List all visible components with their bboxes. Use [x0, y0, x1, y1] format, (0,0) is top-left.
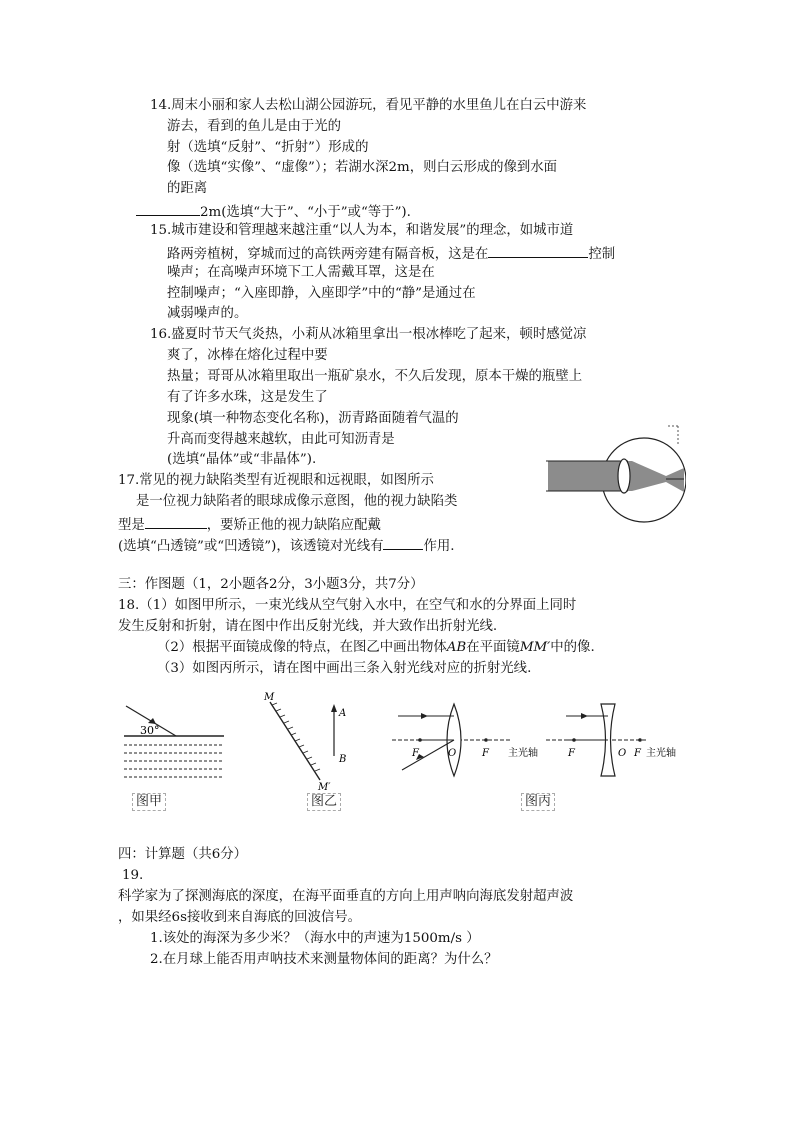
q16-line4: 有了许多水珠，这是发生了 [167, 390, 328, 405]
figure-bing-caption: 图丙 [521, 793, 555, 811]
focus-point [418, 738, 422, 742]
mirror-hatching [272, 703, 320, 771]
q14-line1: 14.周末小丽和家人去松山湖公园游玩，看见平静的水里鱼儿在白云中游来 [150, 98, 587, 113]
figure-bing-svg [388, 700, 688, 780]
q17-line4 [118, 535, 455, 556]
q19-line2: ，如果经6s接收到来自海底的回波信号。 [118, 910, 362, 925]
q18-line1: 18.（1）如图甲所示，一束光线从空气射入水中，在空气和水的分界面上同时 [118, 598, 577, 613]
figure-bing [388, 700, 688, 780]
focus-point [484, 738, 488, 742]
mirror-mprime-label: M′ [318, 782, 331, 793]
q15-line2 [167, 243, 615, 264]
principal-axis-label: 主光轴 [646, 748, 676, 759]
q14-line6 [136, 201, 411, 222]
q17-line4-tail: 作用. [423, 539, 455, 554]
q17-line2: 是一位视力缺陷者的眼球成像示意图，他的视力缺陷类 [136, 494, 458, 509]
q16-line1: 16.盛夏时节天气炎热，小莉从冰箱里拿出一根冰棒吃了起来，顿时感觉凉 [150, 327, 587, 342]
mirror-m-label: M [264, 692, 275, 703]
eye-diagram-svg [546, 422, 686, 526]
q18-line2: 发生反射和折射，请在图中作出反射光线，并大致作出折射光线. [118, 619, 498, 634]
q16-line7: (选填“晶体”或“非晶体”). [167, 452, 317, 467]
section3-heading: 三：作图题（1，2小题各2分，3小题3分，共7分） [118, 577, 424, 592]
answer-blank[interactable] [145, 514, 207, 529]
q16-line6: 升高而变得越来越软，由此可知沥青是 [167, 432, 395, 447]
section4-heading: 四：计算题（共6分） [118, 847, 248, 862]
q14-line6-text: 2m(选填“大于”、“小于”或“等于”). [200, 205, 411, 220]
figure-jia [120, 696, 230, 786]
focus-f-label: F [412, 748, 419, 759]
object-ab-label: AB [446, 640, 467, 655]
figure-yi [262, 690, 362, 794]
q14-line4: 像（选填“实像”、“虚像”）；若湖水深2m，则白云形成的像到水面 [167, 160, 558, 175]
q14-line2: 游去，看到的鱼儿是由于光的 [167, 119, 342, 134]
point-a-label: A [339, 708, 347, 719]
answer-blank[interactable] [488, 243, 588, 258]
q18-part3: （3）如图丙所示，请在图中画出三条入射光线对应的折射光线. [157, 661, 532, 676]
figure-yi-svg [262, 690, 362, 794]
focus-f-label: F [634, 748, 641, 759]
optical-center-label: O [448, 748, 457, 759]
q17-line1: 17.常见的视力缺陷类型有近视眼和远视眼，如图所示 [118, 473, 434, 488]
q15-line5: 减弱噪声的。 [167, 306, 248, 321]
eye-diagram [546, 422, 686, 526]
figure-jia-svg [120, 696, 230, 786]
figure-jia-caption: 图甲 [132, 793, 166, 811]
answer-blank[interactable] [136, 201, 200, 216]
q19-line1: 科学家为了探测海底的深度，在海平面垂直的方向上用声呐向海底发射超声波 [118, 889, 574, 904]
q18-part2 [157, 639, 595, 657]
point-b-label: B [339, 754, 347, 765]
focus-f-label: F [482, 748, 489, 759]
q19-item2: 2.在月球上能否用声呐技术来测量物体间的距离？为什么？ [150, 952, 498, 967]
q15-line2-text: 路两旁植树，穿城而过的高铁两旁建有隔音板，这是在 [167, 247, 489, 262]
focus-point [638, 738, 642, 742]
q19-item1: 1.该处的海深为多少米？（海水中的声速为1500m/s ） [150, 931, 480, 946]
q17-line3-tail: ，要矫正他的视力缺陷应配戴 [206, 518, 381, 533]
object-arrow [331, 704, 337, 712]
q18-part2-tail: 中的像. [550, 640, 595, 655]
mirror-mm-label: MM′ [519, 640, 551, 655]
q17-line3 [118, 514, 381, 535]
incident-ray-3 [402, 740, 457, 770]
q15-line1: 15.城市建设和管理越来越注重“以人为本，和谐发展”的理念，如城市道 [150, 223, 574, 238]
q16-line2: 爽了，冰棒在熔化过程中要 [167, 348, 328, 363]
q19-number: 19. [122, 868, 144, 883]
light-beam [548, 461, 620, 491]
q18-part2-mid: 在平面镜 [466, 640, 520, 655]
q17-line3-text: 型是 [118, 518, 145, 533]
ray-arrow [421, 713, 428, 719]
eye-lens [618, 459, 630, 493]
focus-point [572, 738, 576, 742]
q14-line5: 的距离 [167, 181, 208, 196]
q15-line2-tail: 控制 [588, 247, 616, 262]
q16-line5: 现象(填一种物态变化名称)，沥青路面随着气温的 [167, 411, 459, 426]
focus-f-label: F [568, 748, 575, 759]
optical-center-label: O [618, 748, 627, 759]
q15-line3: 噪声；在高噪声环境下工人需戴耳罩，这是在 [167, 265, 435, 280]
q18-part2-text: （2）根据平面镜成像的特点，在图乙中画出物体 [157, 640, 447, 655]
angle-label: 30° [140, 724, 160, 737]
q16-line3: 热量；哥哥从冰箱里取出一瓶矿泉水，不久后发现，原本干燥的瓶壁上 [167, 369, 583, 384]
ray-arrow [581, 713, 588, 719]
q17-line4-text: (选填“凸透镜”或“凹透镜”)，该透镜对光线有 [118, 539, 384, 554]
q14-line3: 射（选填“反射”、“折射”）形成的 [167, 140, 369, 155]
principal-axis-label: 主光轴 [508, 748, 538, 759]
figure-yi-caption: 图乙 [307, 793, 341, 811]
q15-line4: 控制噪声；“入座即静，入座即学”中的“静”是通过在 [167, 286, 476, 301]
answer-blank[interactable] [383, 535, 423, 550]
